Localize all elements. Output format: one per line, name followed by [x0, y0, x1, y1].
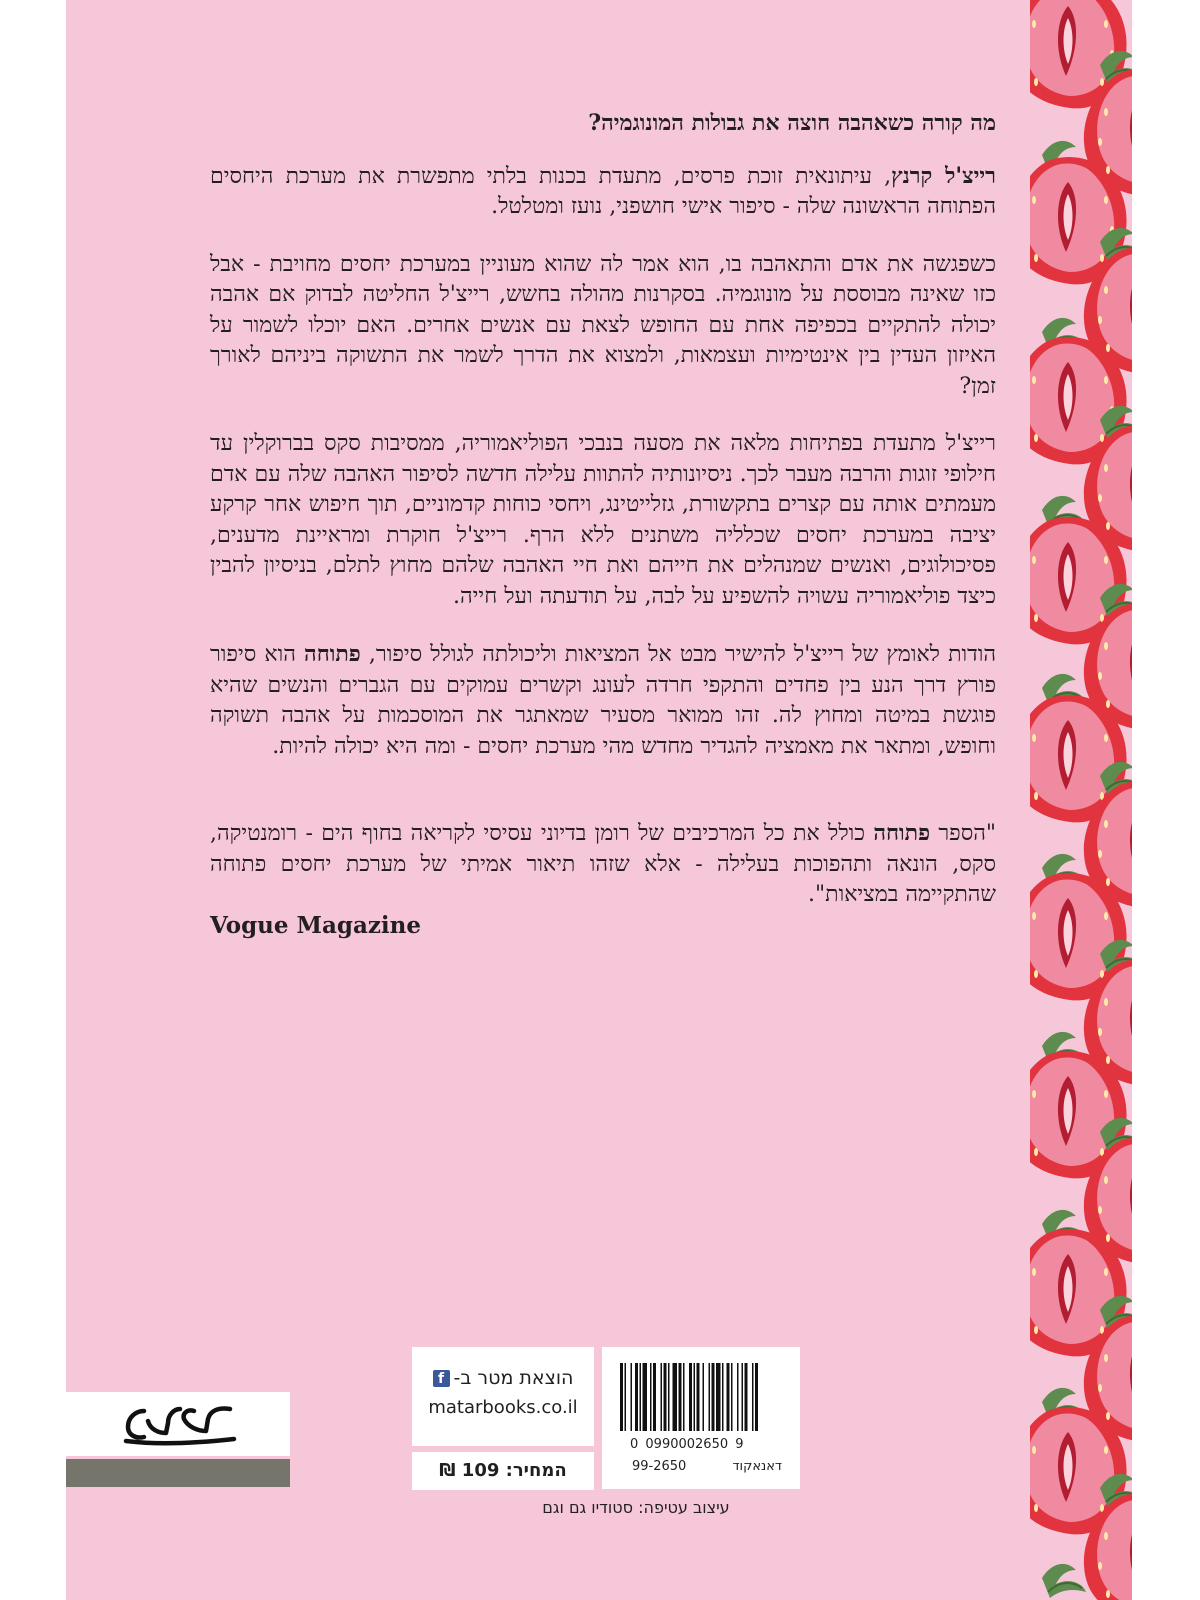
barcode-bar: [712, 1363, 715, 1431]
publisher-logo: [66, 1392, 290, 1456]
barcode-bar: [661, 1363, 663, 1431]
cover-design-credit: עיצוב עטיפה: סטודיו גם וגם: [542, 1498, 730, 1517]
barcode-bar: [752, 1363, 754, 1431]
barcode-bar: [731, 1363, 733, 1431]
barcode-bar: [668, 1363, 670, 1431]
paragraph-intro-text: , עיתונאית זוכת פרסים, מתעדת בכנות בלתי מתפשרת את מערכת היחסים הפתוחה הראשונה שלה - סיפור אישי חושפני, נועז ומטלטל.: [210, 163, 996, 219]
barcode-bar: [745, 1363, 748, 1431]
author-name: רייצ'ל קרנץ: [891, 162, 996, 189]
back-cover: [66, 0, 1132, 1600]
strawberry-column-right: [1084, 51, 1132, 1600]
paragraph-meeting: כשפגשה את אדם והתאהבה בו, הוא אמר לה שהוא מעוניין במערכת יחסים מחויבת - אבל כזו שאינה מבוססת על מונוגמיה. בסקרנות מהולה בחשש, רייצ'ל החליטה לבדוק אם אהבה יכולה להתקיים בכפיפה אחת עם החופש לצאת עם אנשים אחרים. האם יוכלו לשמור על האיזון העדין בין אינטימיות ועצמאות, ולמצוא את הדרך לשמר את התשוקה ביניהם לאורך זמן?: [210, 251, 997, 399]
barcode-bar: [755, 1363, 758, 1431]
paragraph-journey: רייצ'ל מתעדת בפתיחות מלאה את מסעה בנבכי הפוליאמוריה, ממסיבות סקס בברוקלין עד חילופי זוגות והרבה מעבר לכך. ניסיונותיה להתוות עלילה חדשה לסיפור האהבה שלה עם אדם מעמתים אותה עם קצרים בתקשורת, גזלייטינג, ויחסי כוחות קדמוניים, תוך חיפוש אחר קרקע יציבה במערכת יחסים שכלליה משתנים ללא הרף. רייצ'ל חוקרת ומראיינת מדענים, פסיכולוגים, ואנשים שמנהלים את חייהם ואת חיי האהבה שלהם מחוץ לתלם, בניסיון להבין כיצד פוליאמוריה עשויה להשפיע על לבה, על תודעתה ועל חייה.: [210, 431, 996, 609]
barcode-bar: [625, 1363, 627, 1431]
quote-end: כולל את כל המרכיבים של רומן בדיוני עסיסי לקריאה בחוף הים - רומנטיקה, סקס, הונאה ותהפוכות בעלילה - אלא שזהו תיאור אמיתי של מערכת יחסים פתוחה שהתקיימה במציאות".: [210, 821, 996, 907]
barcode-code-label: דאנאקוד: [732, 1459, 782, 1474]
barcode-code: [632, 1459, 782, 1474]
barcode-bar: [664, 1363, 667, 1431]
matar-logo-icon: [118, 1401, 238, 1447]
facebook-line: [412, 1367, 594, 1389]
barcode-bar: [689, 1363, 692, 1431]
barcode-bar: [737, 1363, 739, 1431]
paragraph-summary-end: הוא סיפור פורץ דרך הנע בין פחדים והתקפי חרדה לעונג וקשרים עמוקים עם הגברים והנשים שהיא פוגשת במיטה ומחוץ לה. זהו ממואר מסעיר שמאתגר את המוסכמות על אהבה תשוקה וחופש, ומתאר את מאמציה להגדיר מחדש מהי מערכת יחסים - ומה היא יכולה להיות.: [210, 642, 996, 759]
barcode-bar: [653, 1363, 656, 1431]
barcode-bar: [673, 1363, 678, 1431]
quote-attribution: Vogue Magazine: [210, 911, 422, 939]
review-quote: [210, 818, 996, 911]
quote-start: "הספר: [930, 821, 996, 846]
logo-band: [66, 1459, 290, 1487]
barcode-bar: [631, 1363, 633, 1431]
book-title: פתוחה: [304, 641, 361, 667]
barcode-bar: [722, 1363, 724, 1431]
facebook-icon: f: [433, 1370, 450, 1387]
barcode-bar: [716, 1363, 721, 1431]
headline: מה קורה כשאהבה חוצה את גבולות המונוגמיה?: [588, 110, 996, 136]
barcode-digits: 0 0990002650 9: [630, 1437, 744, 1452]
paragraph-summary-start: הודות לאומץ של רייצ'ל להישיר מבט אל המציאות וליכולתה לגולל סיפור,: [360, 642, 997, 667]
strawberry-pattern: [1030, 0, 1132, 1600]
barcode-bar: [620, 1363, 623, 1431]
blurb: [210, 108, 996, 941]
barcode-bar: [709, 1363, 711, 1431]
barcode-bar: [703, 1363, 705, 1431]
barcode-bar: [694, 1363, 696, 1431]
quote-book-title: פתוחה: [873, 820, 931, 846]
publisher-info-box: [412, 1347, 594, 1446]
barcode-bar: [697, 1363, 700, 1431]
barcode-bar: [742, 1363, 744, 1431]
facebook-label: הוצאת מטר ב-: [453, 1367, 574, 1389]
barcode-code-value: 99-2650: [632, 1459, 687, 1474]
paragraph-intro: [210, 161, 996, 223]
paragraph-summary: [210, 639, 996, 762]
price-box: המחיר: 109 ₪: [412, 1452, 594, 1490]
barcode-bar: [643, 1363, 648, 1431]
barcode-bar: [635, 1363, 638, 1431]
publisher-website: matarbooks.co.il: [428, 1397, 578, 1418]
barcode-bar: [679, 1363, 682, 1431]
barcode-bar: [640, 1363, 642, 1431]
barcode-bar: [683, 1363, 685, 1431]
barcode-box: [602, 1347, 800, 1489]
barcode-bar: [650, 1363, 652, 1431]
barcode-bar: [727, 1363, 730, 1431]
